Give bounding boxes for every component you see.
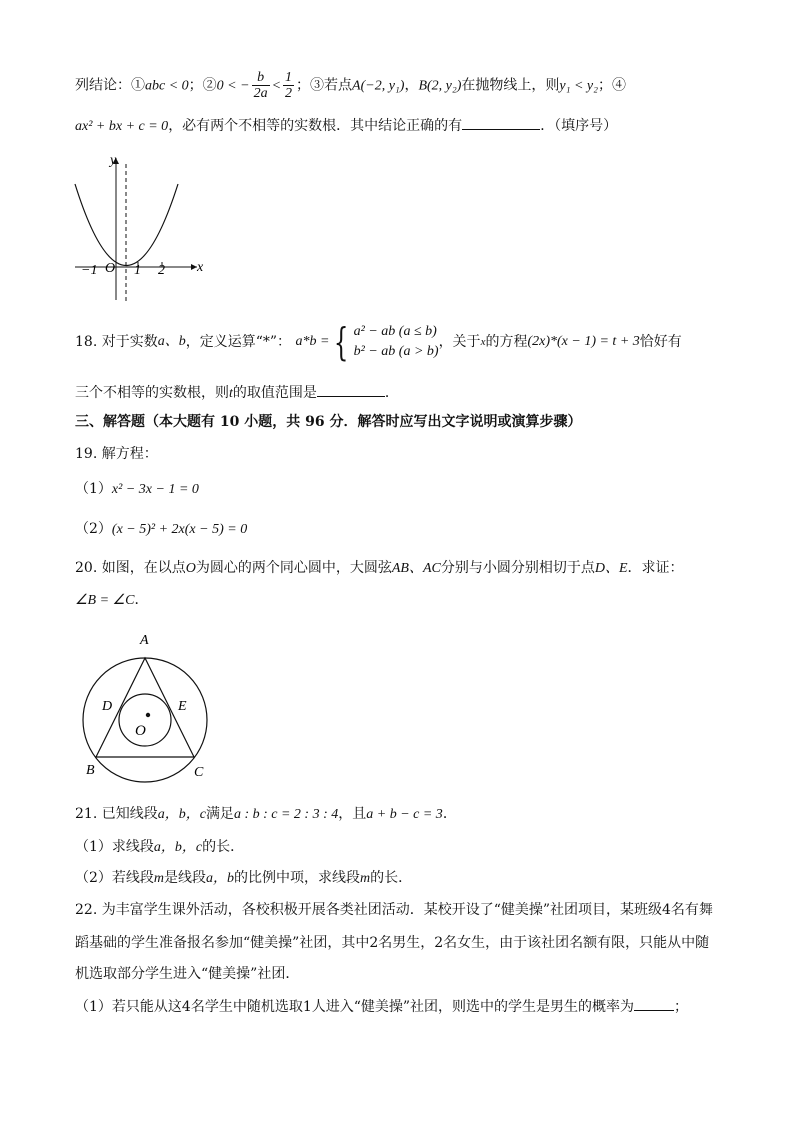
q21-ratio: a : b : c = 2 : 3 : 4 bbox=[233, 807, 339, 822]
q17-text: ， bbox=[404, 77, 419, 94]
q20-concentric-circles-figure bbox=[78, 628, 223, 783]
q20-line2 bbox=[75, 590, 148, 611]
q21-text: 21. 已知线段 bbox=[75, 806, 158, 822]
q17-expr-abc: abc < 0 bbox=[145, 78, 189, 94]
q22-line3: 机选取部分学生进入“健美操”社团． bbox=[75, 966, 300, 982]
q19-part1-equation: x² − 3x − 1 = 0 bbox=[111, 482, 199, 497]
label-c: C bbox=[194, 765, 204, 780]
q17-text: ．（填序号） bbox=[540, 118, 618, 134]
q22-line2: 蹈基础的学生准备报名参加“健美操”社团，其中2名男生，2名女生，由于该社团名额有限，只能从中随 bbox=[75, 935, 710, 951]
q18-line2 bbox=[75, 382, 399, 404]
q18-brace: { bbox=[334, 320, 349, 364]
q22-line1: 22. 为丰富学生课外活动，各校积极开展各类社团活动．某校开设了“健美操”社团项目，某班级4名有舞 bbox=[75, 902, 713, 918]
q21-var-m: m bbox=[360, 871, 371, 886]
q21-vars: a，b，c bbox=[157, 807, 206, 822]
q19-part2 bbox=[75, 519, 247, 540]
q21-part2 bbox=[75, 868, 412, 889]
q18-answer-blank[interactable] bbox=[317, 382, 385, 397]
q17-parabola-graph bbox=[70, 150, 215, 308]
q19-title: 19. 解方程： bbox=[75, 446, 158, 462]
q21-sum: a + b − c = 3 bbox=[366, 807, 443, 822]
q18-case1: a² − ab (a ≤ b) bbox=[353, 324, 437, 339]
label-e: E bbox=[178, 699, 187, 714]
q18-var-x: x bbox=[480, 336, 486, 348]
q17-text: 在抛物线上，则 bbox=[461, 77, 560, 94]
q18-definition: a*b = bbox=[295, 334, 330, 349]
q20-text: ． bbox=[134, 592, 149, 608]
q20-angle-equation: ∠B = ∠C bbox=[75, 593, 135, 608]
q18-text: 三个不相等的实数根，则 bbox=[75, 385, 229, 401]
q18-line1 bbox=[75, 320, 682, 364]
q17-fraction-half bbox=[283, 70, 294, 101]
q21-text: 是线段 bbox=[164, 870, 207, 886]
q21-var-m: m bbox=[153, 871, 165, 886]
q21-vars: a，b bbox=[206, 871, 235, 886]
q17-text: 列结论：① bbox=[75, 77, 145, 94]
q19-part2-label: （2） bbox=[75, 521, 112, 537]
q20-text: ．求证： bbox=[627, 560, 684, 576]
q17-text: ；③若点 bbox=[296, 77, 353, 94]
q17-text: ；④ bbox=[598, 77, 627, 94]
q17-text: ，必有两个不相等的实数根．其中结论正确的有 bbox=[168, 118, 463, 134]
q17-line1 bbox=[75, 70, 626, 101]
q17-expr: < bbox=[271, 78, 282, 94]
frac-denominator: 2a bbox=[253, 86, 268, 101]
q17-equation: ax² + bx + c = 0 bbox=[75, 119, 169, 134]
q17-point-a: A(−2, y₁) bbox=[352, 78, 405, 94]
q20-text: 分别与小圆分别相切于点 bbox=[440, 560, 595, 576]
label-d: D bbox=[102, 699, 113, 714]
q17-text: ；② bbox=[188, 77, 217, 94]
tick-label-2: 2 bbox=[158, 263, 165, 278]
q20-chords: AB、AC bbox=[391, 561, 441, 576]
frac-numerator: 1 bbox=[285, 70, 293, 85]
q18-text: 的方程 bbox=[485, 334, 528, 350]
q18-text: ，定义运算“*”： bbox=[185, 334, 292, 350]
q17-answer-blank[interactable] bbox=[462, 115, 540, 130]
label-o: O bbox=[135, 723, 146, 739]
q21-text: （2）若线段 bbox=[75, 870, 154, 886]
q21-text: 的比例中项，求线段 bbox=[234, 870, 361, 886]
q21-text: 满足 bbox=[205, 806, 234, 822]
q20-text: 为圆心的两个同心圆中，大圆弦 bbox=[195, 560, 392, 576]
q17-expr: 0 < − bbox=[216, 78, 250, 94]
q22-text: （1）若只能从这4名学生中随机选取1人进入“健美操”社团，则选中的学生是男生的概率为 bbox=[75, 999, 635, 1015]
q18-case2: b² − ab (a > b) bbox=[353, 344, 439, 359]
q20-var-o: O bbox=[185, 561, 196, 576]
q22-text: ； bbox=[674, 999, 689, 1015]
q21-text: 的长． bbox=[370, 870, 413, 886]
q17-point-b: B(2, y₂) bbox=[418, 78, 462, 94]
q21-line1 bbox=[75, 804, 457, 825]
q19-part2-equation: (x − 5)² + 2x(x − 5) = 0 bbox=[111, 522, 248, 537]
origin-label: O bbox=[105, 261, 116, 276]
tick-label-1: 1 bbox=[134, 263, 141, 278]
center-point-o bbox=[146, 713, 150, 717]
frac-denominator: 2 bbox=[285, 86, 293, 101]
q18-text: 的取值范围是 bbox=[232, 385, 317, 401]
tick-label-neg1: −1 bbox=[81, 263, 98, 278]
q18-cases bbox=[354, 322, 439, 362]
q20-line1 bbox=[75, 558, 684, 579]
q18-vars: a、b bbox=[157, 334, 186, 349]
q18-equation: (2x)*(x − 1) = t + 3 bbox=[527, 334, 640, 349]
q21-text: ． bbox=[442, 806, 457, 822]
q21-vars: a，b，c bbox=[153, 840, 203, 855]
y-axis-label: y bbox=[110, 153, 117, 168]
section3-heading: 三、解答题（本大题有 10 小题，共 96 分．解答时应写出文字说明或演算步骤） bbox=[75, 414, 582, 430]
q21-text: （1）求线段 bbox=[75, 839, 154, 855]
q18-text: ． bbox=[384, 385, 399, 401]
q20-points: D、E bbox=[594, 561, 628, 576]
q22-answer-blank[interactable] bbox=[634, 996, 674, 1011]
x-axis-label: x bbox=[197, 260, 204, 275]
q21-part1 bbox=[75, 837, 244, 858]
q19-part1 bbox=[75, 479, 199, 500]
frac-numerator: b bbox=[252, 70, 270, 86]
q18-text: ，关于 bbox=[438, 334, 481, 350]
q18-text: 对于实数 bbox=[101, 334, 158, 350]
q18-var-t: t bbox=[229, 386, 233, 401]
q17-fraction-b-2a bbox=[252, 70, 270, 101]
q22-part1 bbox=[75, 996, 688, 1017]
label-a: A bbox=[140, 633, 149, 648]
q17-expr-y1y2: y₁ < y₂ bbox=[559, 78, 599, 94]
q17-line2 bbox=[75, 115, 617, 137]
parabola-curve bbox=[75, 184, 178, 266]
large-circle bbox=[83, 658, 207, 782]
label-b: B bbox=[86, 763, 95, 778]
q19-part1-label: （1） bbox=[75, 481, 112, 497]
q18-text: 恰好有 bbox=[639, 334, 682, 350]
q21-text: 的长． bbox=[202, 839, 245, 855]
q21-text: ，且 bbox=[338, 806, 367, 822]
q20-text: 20. 如图，在以点 bbox=[75, 560, 186, 576]
q18-number: 18. bbox=[75, 334, 98, 350]
